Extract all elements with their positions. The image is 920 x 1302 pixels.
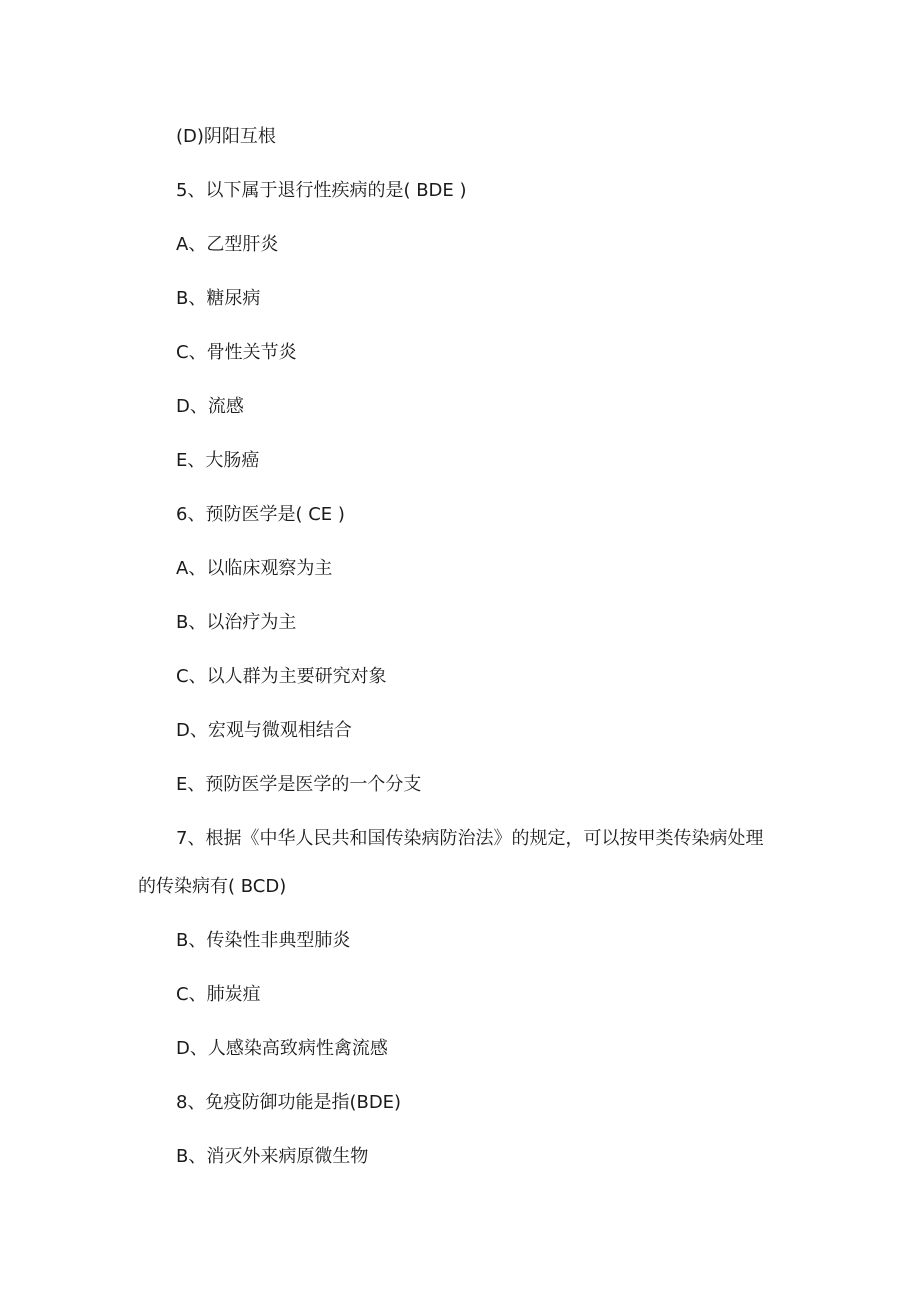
option-line: B、消灭外来病原微生物 <box>176 1146 369 1167</box>
question-line-continued: 的传染病有( BCD) <box>138 876 287 897</box>
question-line: 5、以下属于退行性疾病的是( BDE ) <box>176 180 467 201</box>
option-line: (D)阴阳互根 <box>176 126 276 147</box>
option-line: B、传染性非典型肺炎 <box>176 930 351 951</box>
option-line: B、以治疗为主 <box>176 612 297 633</box>
option-line: C、骨性关节炎 <box>176 342 297 363</box>
question-line: 7、根据《中华人民共和国传染病防治法》的规定，可以按甲类传染病处理 <box>176 828 764 849</box>
option-line: A、以临床观察为主 <box>176 558 333 579</box>
option-line: E、大肠癌 <box>176 450 260 471</box>
option-line: A、乙型肝炎 <box>176 234 279 255</box>
option-line: C、以人群为主要研究对象 <box>176 666 387 687</box>
question-line: 8、免疫防御功能是指(BDE) <box>176 1092 402 1113</box>
option-line: E、预防医学是医学的一个分支 <box>176 774 422 795</box>
option-line: D、流感 <box>176 396 244 417</box>
option-line: C、肺炭疽 <box>176 984 261 1005</box>
option-line: D、人感染高致病性禽流感 <box>176 1038 388 1059</box>
question-line: 6、预防医学是( CE ) <box>176 504 345 525</box>
option-line: D、宏观与微观相结合 <box>176 720 352 741</box>
option-line: B、糖尿病 <box>176 288 261 309</box>
